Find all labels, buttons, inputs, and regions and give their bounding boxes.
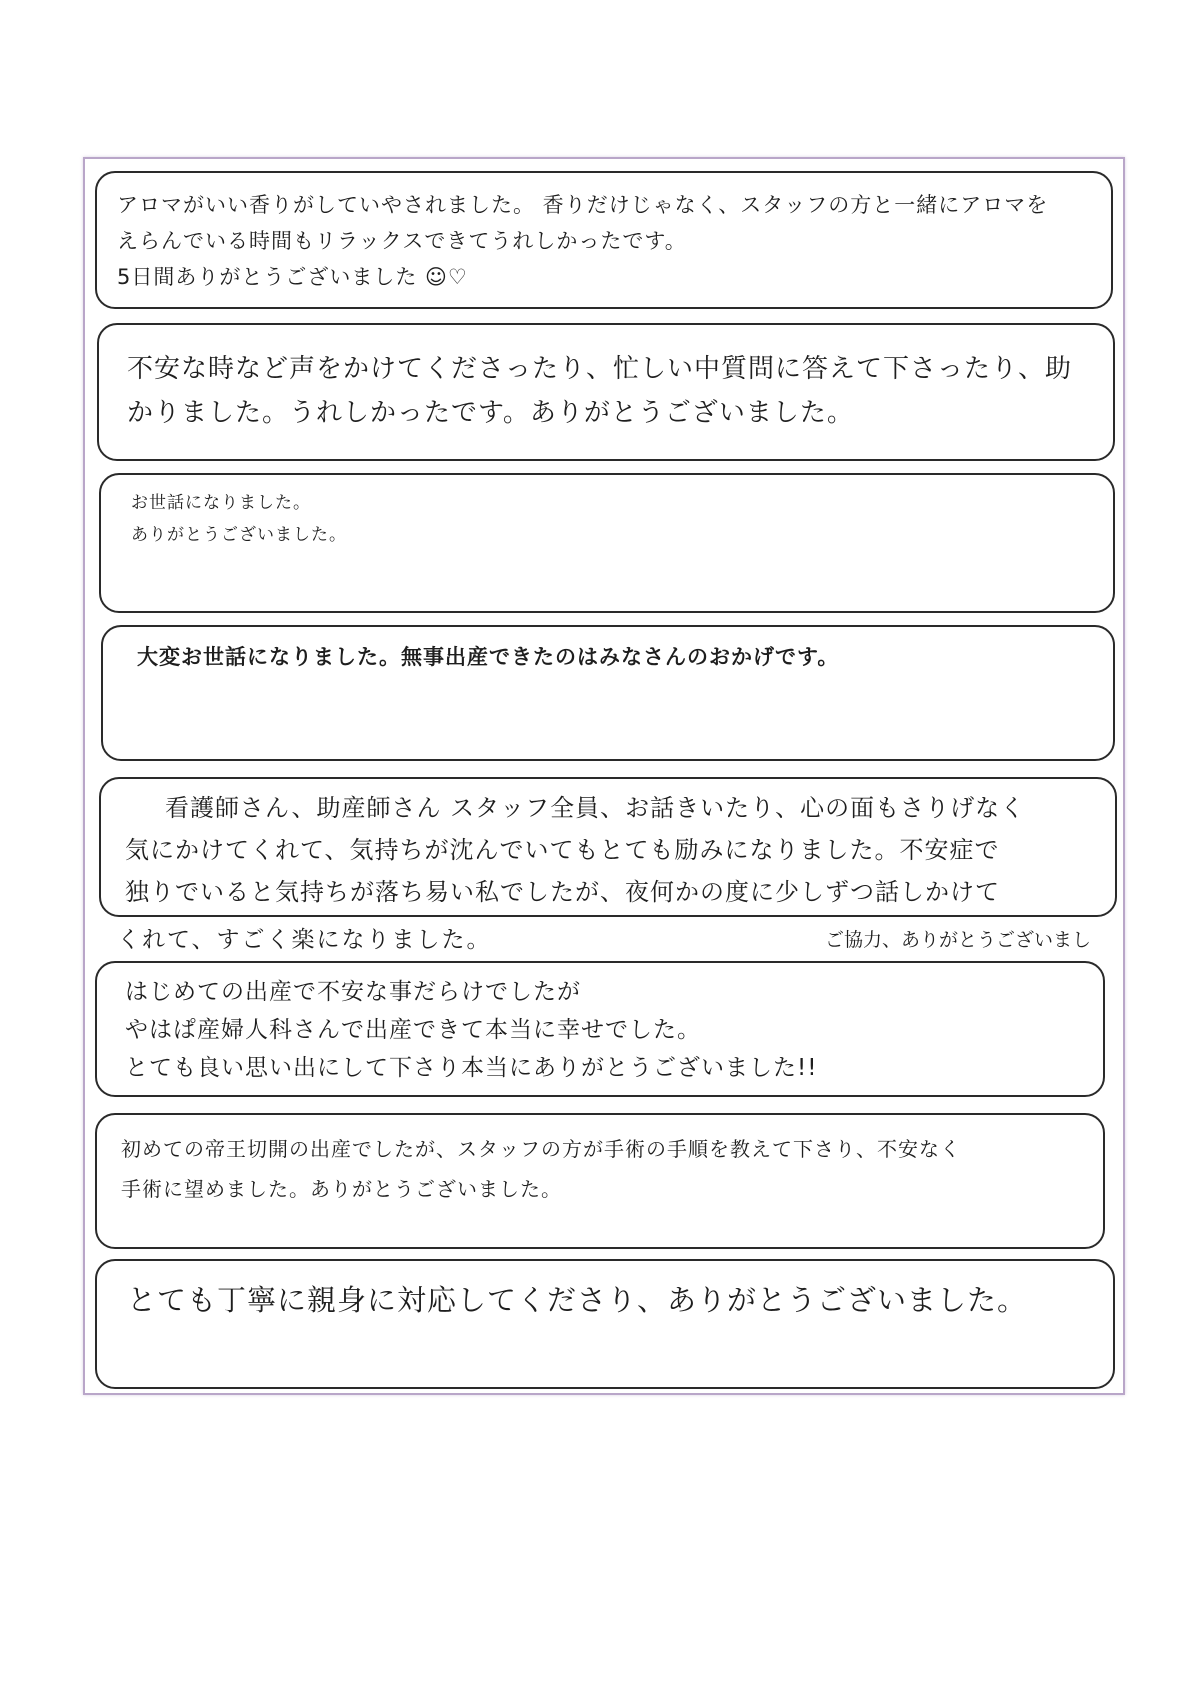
comment-6-line-3: とても良い思い出にして下さり本当にありがとうございました!! [125, 1055, 818, 1081]
comment-3-line-2: ありがとうございました。 [131, 525, 347, 545]
comment-3-line-1: お世話になりました。 [131, 493, 311, 513]
comment-1-line-2: えらんでいる時間もリラックスできてうれしかったです。 [117, 229, 687, 253]
comment-card-1 [95, 171, 1113, 309]
comment-card-5 [99, 777, 1117, 917]
comment-card-8 [95, 1259, 1115, 1389]
cooperation-note: ご協力、ありがとうございまし [825, 930, 1092, 951]
comment-card-6 [95, 961, 1105, 1097]
comment-1-line-1: アロマがいい香りがしていやされました。 香りだけじゃなく、スタッフの方と一緒にアロマを [117, 193, 1049, 217]
comment-8-line-1: とても丁寧に親身に対応してくださり、ありがとうございました。 [127, 1283, 1028, 1317]
comment-5-line-2: 気にかけてくれて、気持ちが沈んでいてもとても励みになりました。不安症で [125, 836, 1000, 864]
comment-card-7 [95, 1113, 1105, 1249]
comment-5-continuation: くれて、すごく楽になりました。 [117, 927, 492, 953]
comment-7-line-1: 初めての帝王切開の出産でしたが、スタッフの方が手術の手順を教えて下さり、不安なく [121, 1137, 961, 1161]
comment-2-text: 不安な時など声をかけてくださったり、忙しい中質問に答えて下さったり、助かりました。うれしかったです。ありがとうございました。 [127, 354, 1073, 428]
comment-7-line-2: 手術に望めました。ありがとうございました。 [121, 1177, 562, 1201]
comment-6-line-2: やはぱ産婦人科さんで出産できて本当に幸せでした。 [125, 1017, 701, 1043]
comment-card-4 [101, 625, 1115, 761]
comment-5-line-1: 看護師さん、助産師さん スタッフ全員、お話きいたり、心の面もさりげなく [165, 794, 1026, 822]
comment-card-2 [97, 323, 1115, 461]
comment-6-line-1: はじめての出産で不安な事だらけでしたが [125, 979, 581, 1005]
comment-5-line-3: 独りでいると気持ちが落ち易い私でしたが、夜何かの度に少しずつ話しかけて [125, 878, 1000, 906]
comment-1-line-3: 5日間ありがとうございました ☺♡ [117, 265, 468, 289]
comment-card-3 [99, 473, 1115, 613]
comment-4-line-1: 大変お世話になりました。無事出産できたのはみなさんのおかげです。 [137, 645, 840, 669]
feedback-sheet [83, 157, 1125, 1395]
